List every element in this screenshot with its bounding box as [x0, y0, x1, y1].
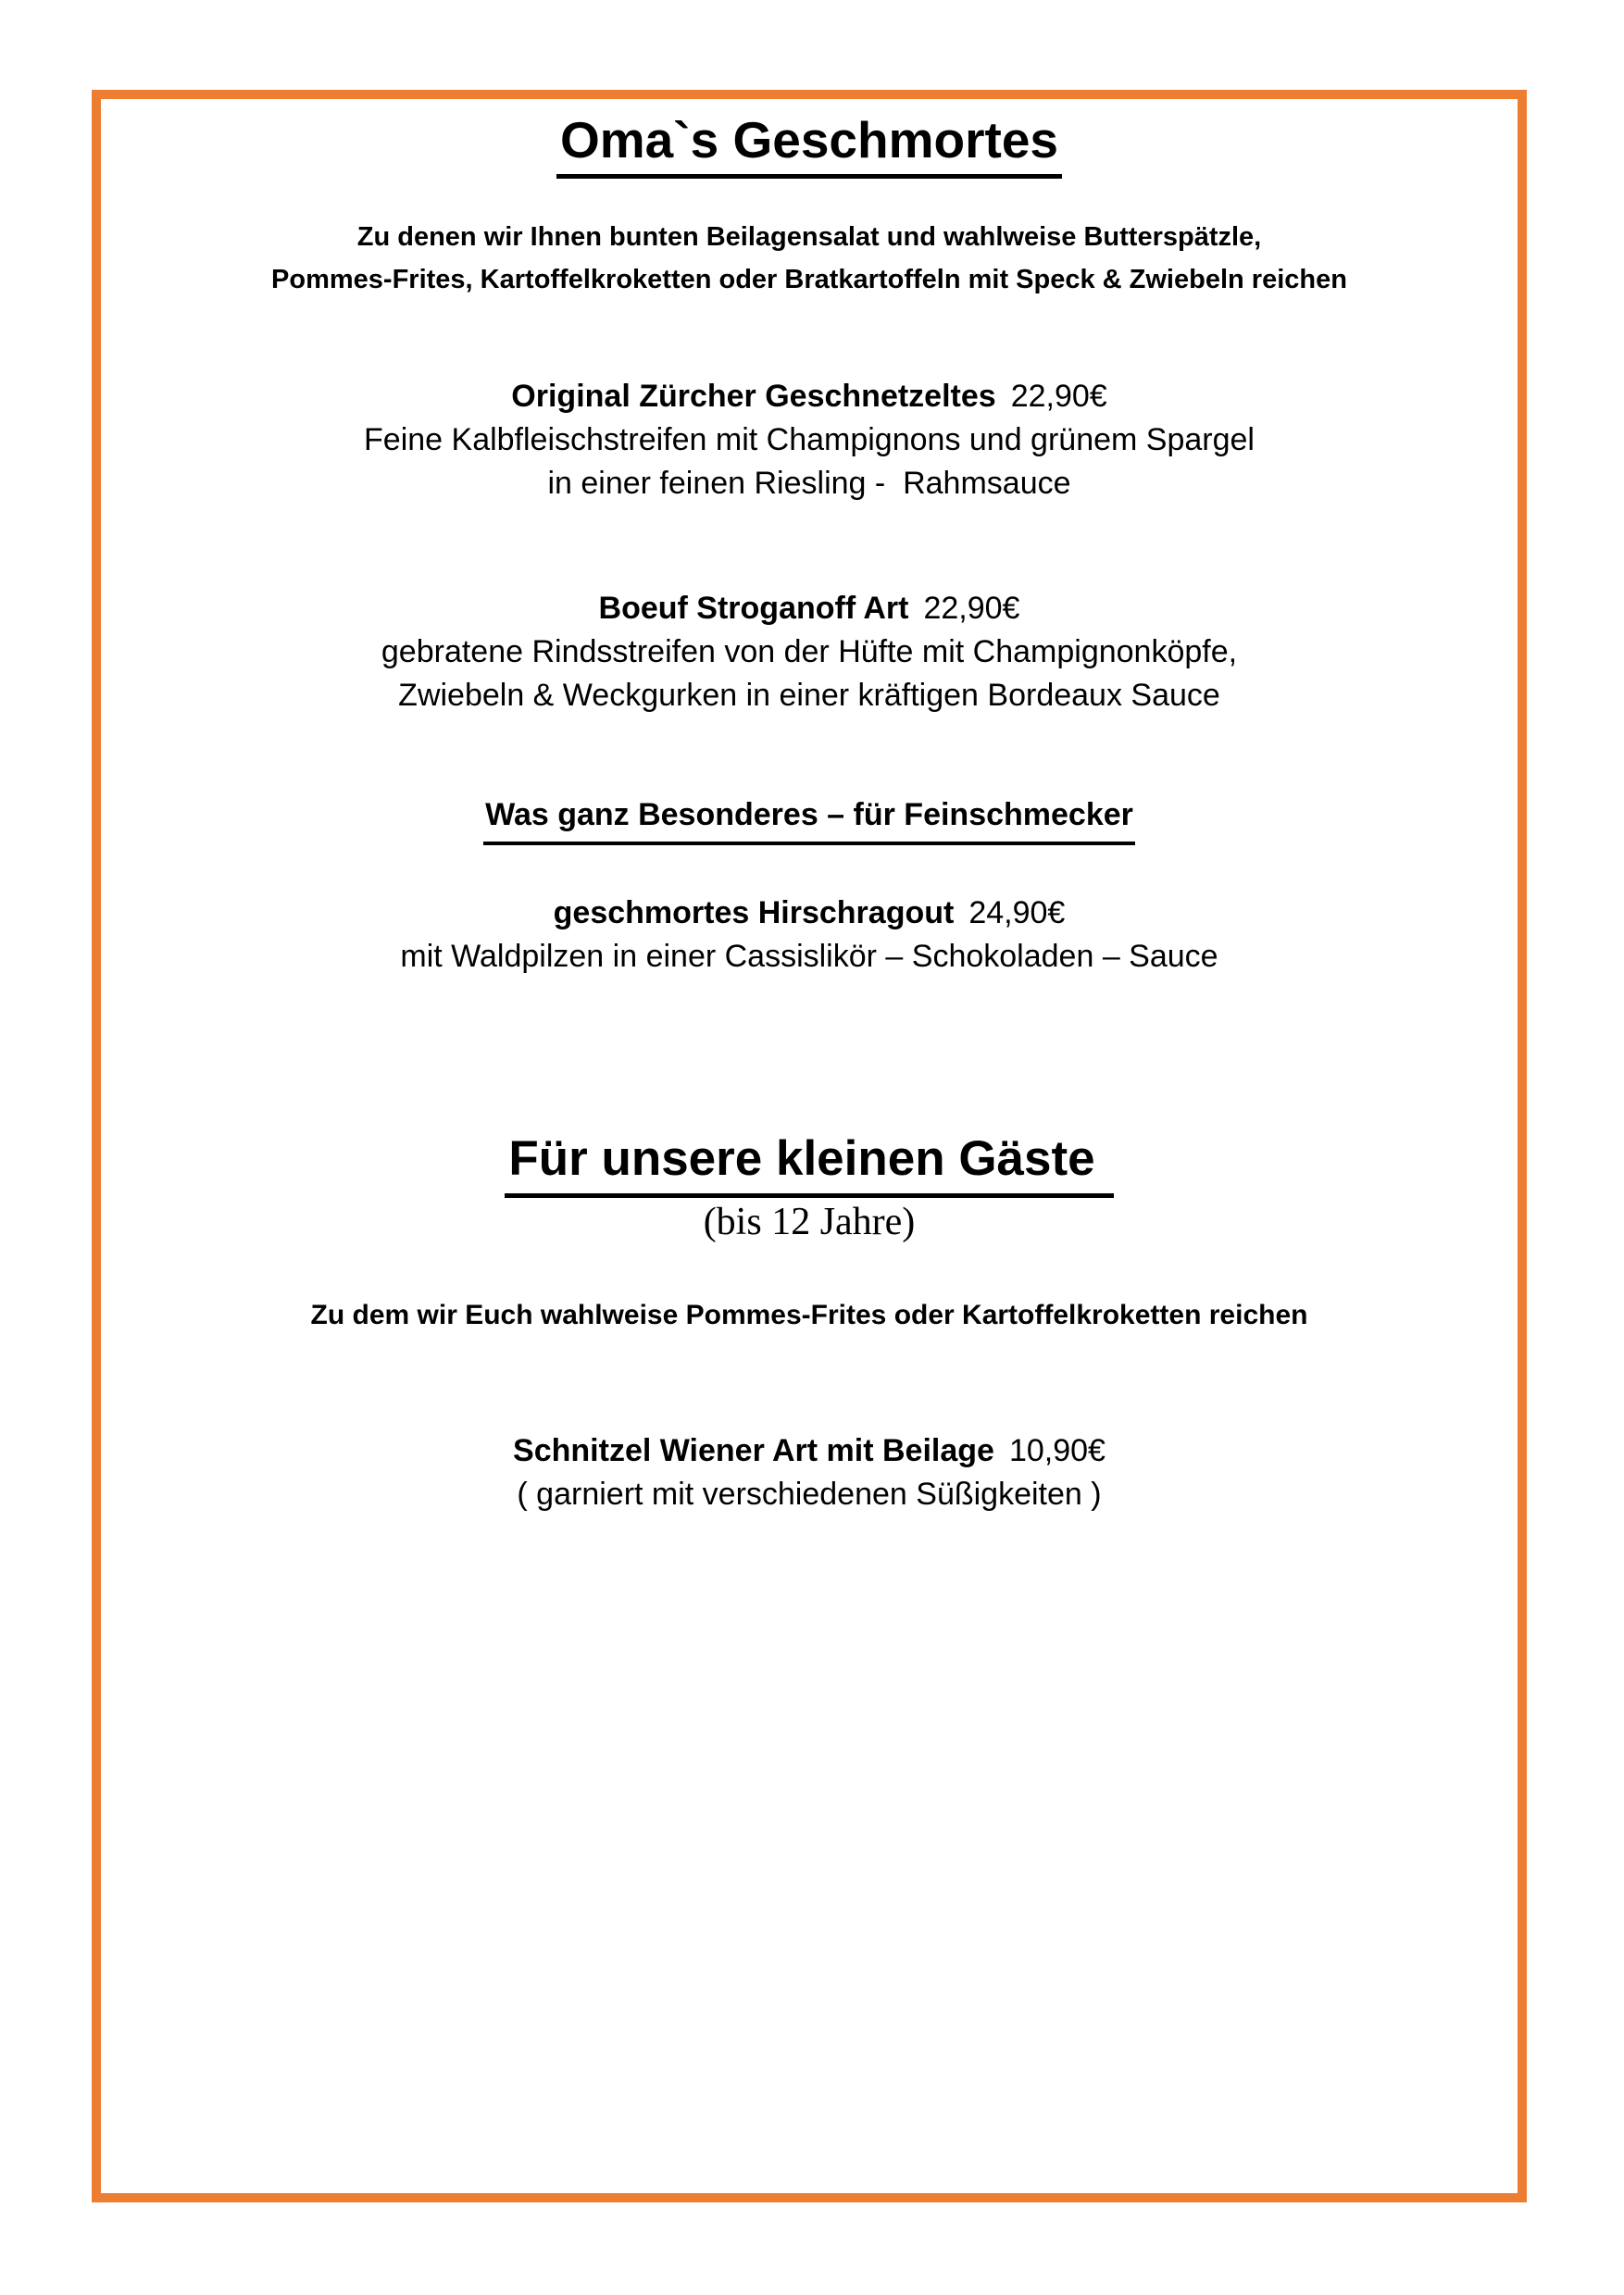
dish-schnitzel	[101, 1429, 1518, 1516]
kids-section-title-text: Für unsere kleinen Gäste	[505, 1129, 1113, 1198]
dish-boeuf-stroganoff	[101, 587, 1518, 717]
dish-description: Zwiebeln & Weckgurken in einer kräftigen Bordeaux Sauce	[398, 678, 1220, 713]
dish-description: mit Waldpilzen in einer Cassislikör – Schokoladen – Sauce	[400, 939, 1218, 974]
dish-description: Feine Kalbfleischstreifen mit Champignons und grünem Spargel	[364, 422, 1255, 457]
kids-intro-text: Zu dem wir Euch wahlweise Pommes-Frites oder Kartoffelkroketten reichen	[310, 1300, 1308, 1330]
special-section-header	[101, 792, 1518, 845]
dish-description: ( garniert mit verschiedenen Süßigkeiten )	[517, 1477, 1102, 1512]
dish-price: 22,90€	[923, 591, 1020, 626]
dish-name-price	[101, 1429, 1518, 1473]
dish-description: gebratene Rindsstreifen von der Hüfte mit Champignonköpfe,	[381, 634, 1238, 669]
page-title-text: Oma`s Geschmortes	[556, 108, 1062, 179]
kids-age-note: (bis 12 Jahre)	[703, 1201, 916, 1243]
page-title	[101, 108, 1518, 179]
dish-name-price	[101, 375, 1518, 418]
dish-name: Original Zürcher Geschnetzeltes	[511, 379, 996, 414]
dish-description: in einer feinen Riesling - Rahmsauce	[547, 466, 1071, 501]
intro-line: Pommes-Frites, Kartoffelkroketten oder Bratkartoffeln mit Speck & Zwiebeln reichen	[271, 265, 1347, 294]
dish-zuercher-geschnetzeltes	[101, 375, 1518, 505]
dish-name: geschmortes Hirschragout	[553, 895, 955, 930]
special-section-header-text: Was ganz Besonderes – für Feinschmecker	[483, 792, 1135, 845]
dish-price: 22,90€	[1010, 379, 1107, 414]
intro-line: Zu denen wir Ihnen bunten Beilagensalat und wahlweise Butterspätzle,	[356, 222, 1262, 252]
dish-price: 10,90€	[1008, 1433, 1106, 1468]
dish-name: Schnitzel Wiener Art mit Beilage	[513, 1433, 994, 1468]
kids-section-title	[101, 1129, 1518, 1198]
intro-text	[101, 216, 1518, 301]
page-border	[92, 90, 1527, 2202]
dish-name: Boeuf Stroganoff Art	[598, 591, 909, 626]
dish-price: 24,90€	[968, 895, 1066, 930]
dish-name-price	[101, 587, 1518, 630]
dish-hirschragout	[101, 892, 1518, 979]
dish-name-price	[101, 892, 1518, 935]
